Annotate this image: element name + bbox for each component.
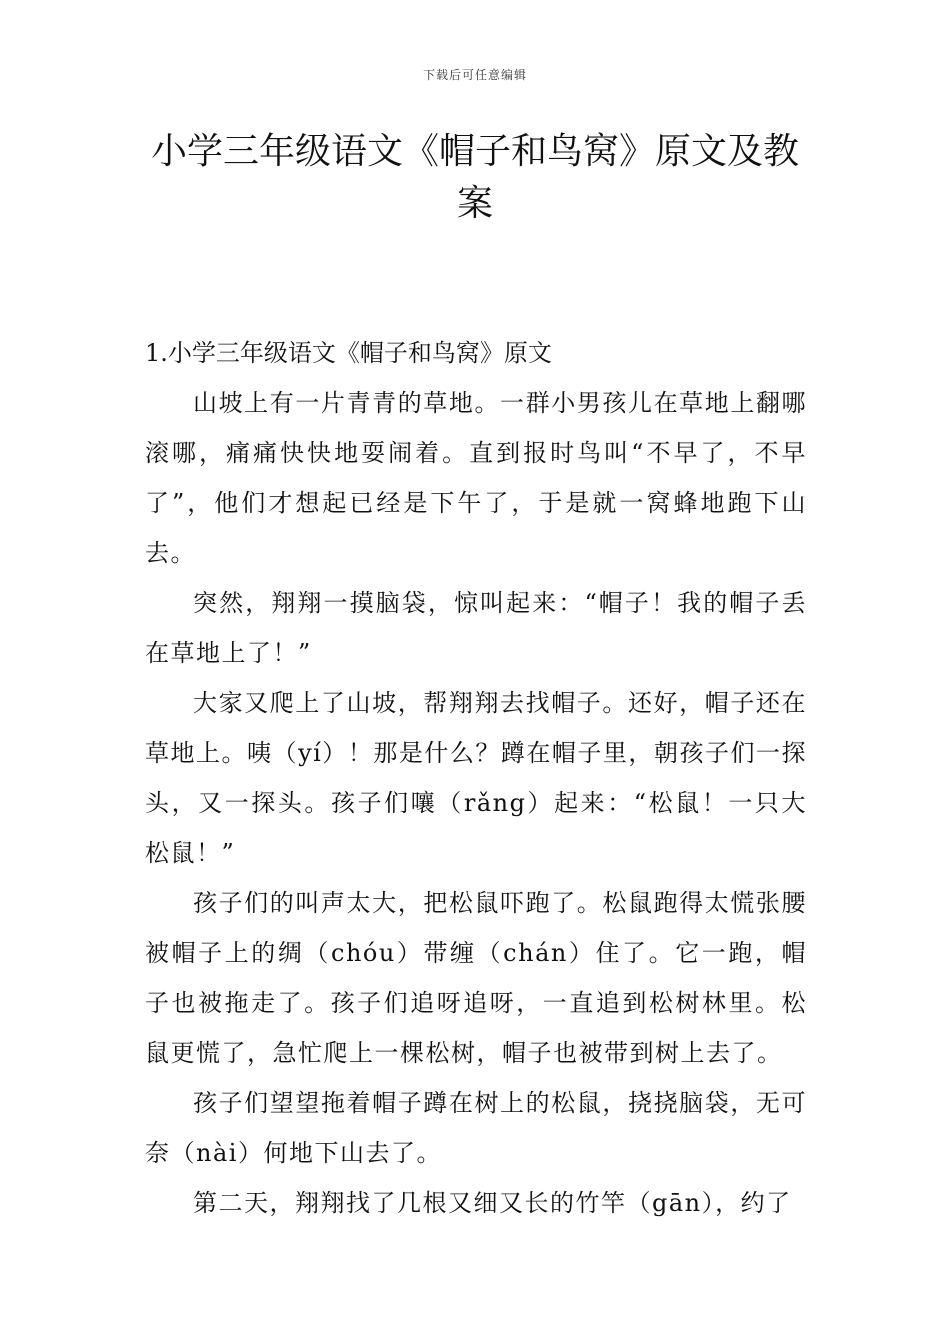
header-note: 下载后可任意编辑 [422,68,527,82]
section-heading: 1.小学三年级语文《帽子和鸟窝》原文 [145,339,552,367]
document-body [145,328,807,1228]
paragraph: 山坡上有一片青青的草地。一群小男孩儿在草地上翻哪滚哪，痛痛快快地耍闹着。直到报时鸟叫“不早了，不早了”，他们才想起已经是下午了，于是就一窝蜂地跑下山去。 [145,389,807,567]
paragraph: 孩子们望望拖着帽子蹲在树上的松鼠，挠挠脑袋，无可奈（nài）何地下山去了。 [145,1089,807,1167]
document-title: 小学三年级语文《帽子和鸟窝》原文及教案 [150,131,799,224]
paragraph: 孩子们的叫声太大，把松鼠吓跑了。松鼠跑得太慌张腰被帽子上的绸（chóu）带缠（chán）住了。它一跑，帽子也被拖走了。孩子们追呀追呀，一直追到松树林里。松鼠更慌了，急忙爬上一棵松树，帽子也被带到树上去了。 [145,889,807,1067]
paragraph: 突然，翔翔一摸脑袋，惊叫起来：“帽子！我的帽子丢在草地上了！” [145,589,807,667]
paragraph: 第二天，翔翔找了几根又细又长的竹竿（gān），约了 [193,1189,792,1217]
paragraph: 大家又爬上了山坡，帮翔翔去找帽子。还好，帽子还在草地上。咦（yí）！那是什么？蹲在帽子里，朝孩子们一探头，又一探头。孩子们嚷（rǎng）起来：“松鼠！一只大松鼠！” [145,689,807,867]
